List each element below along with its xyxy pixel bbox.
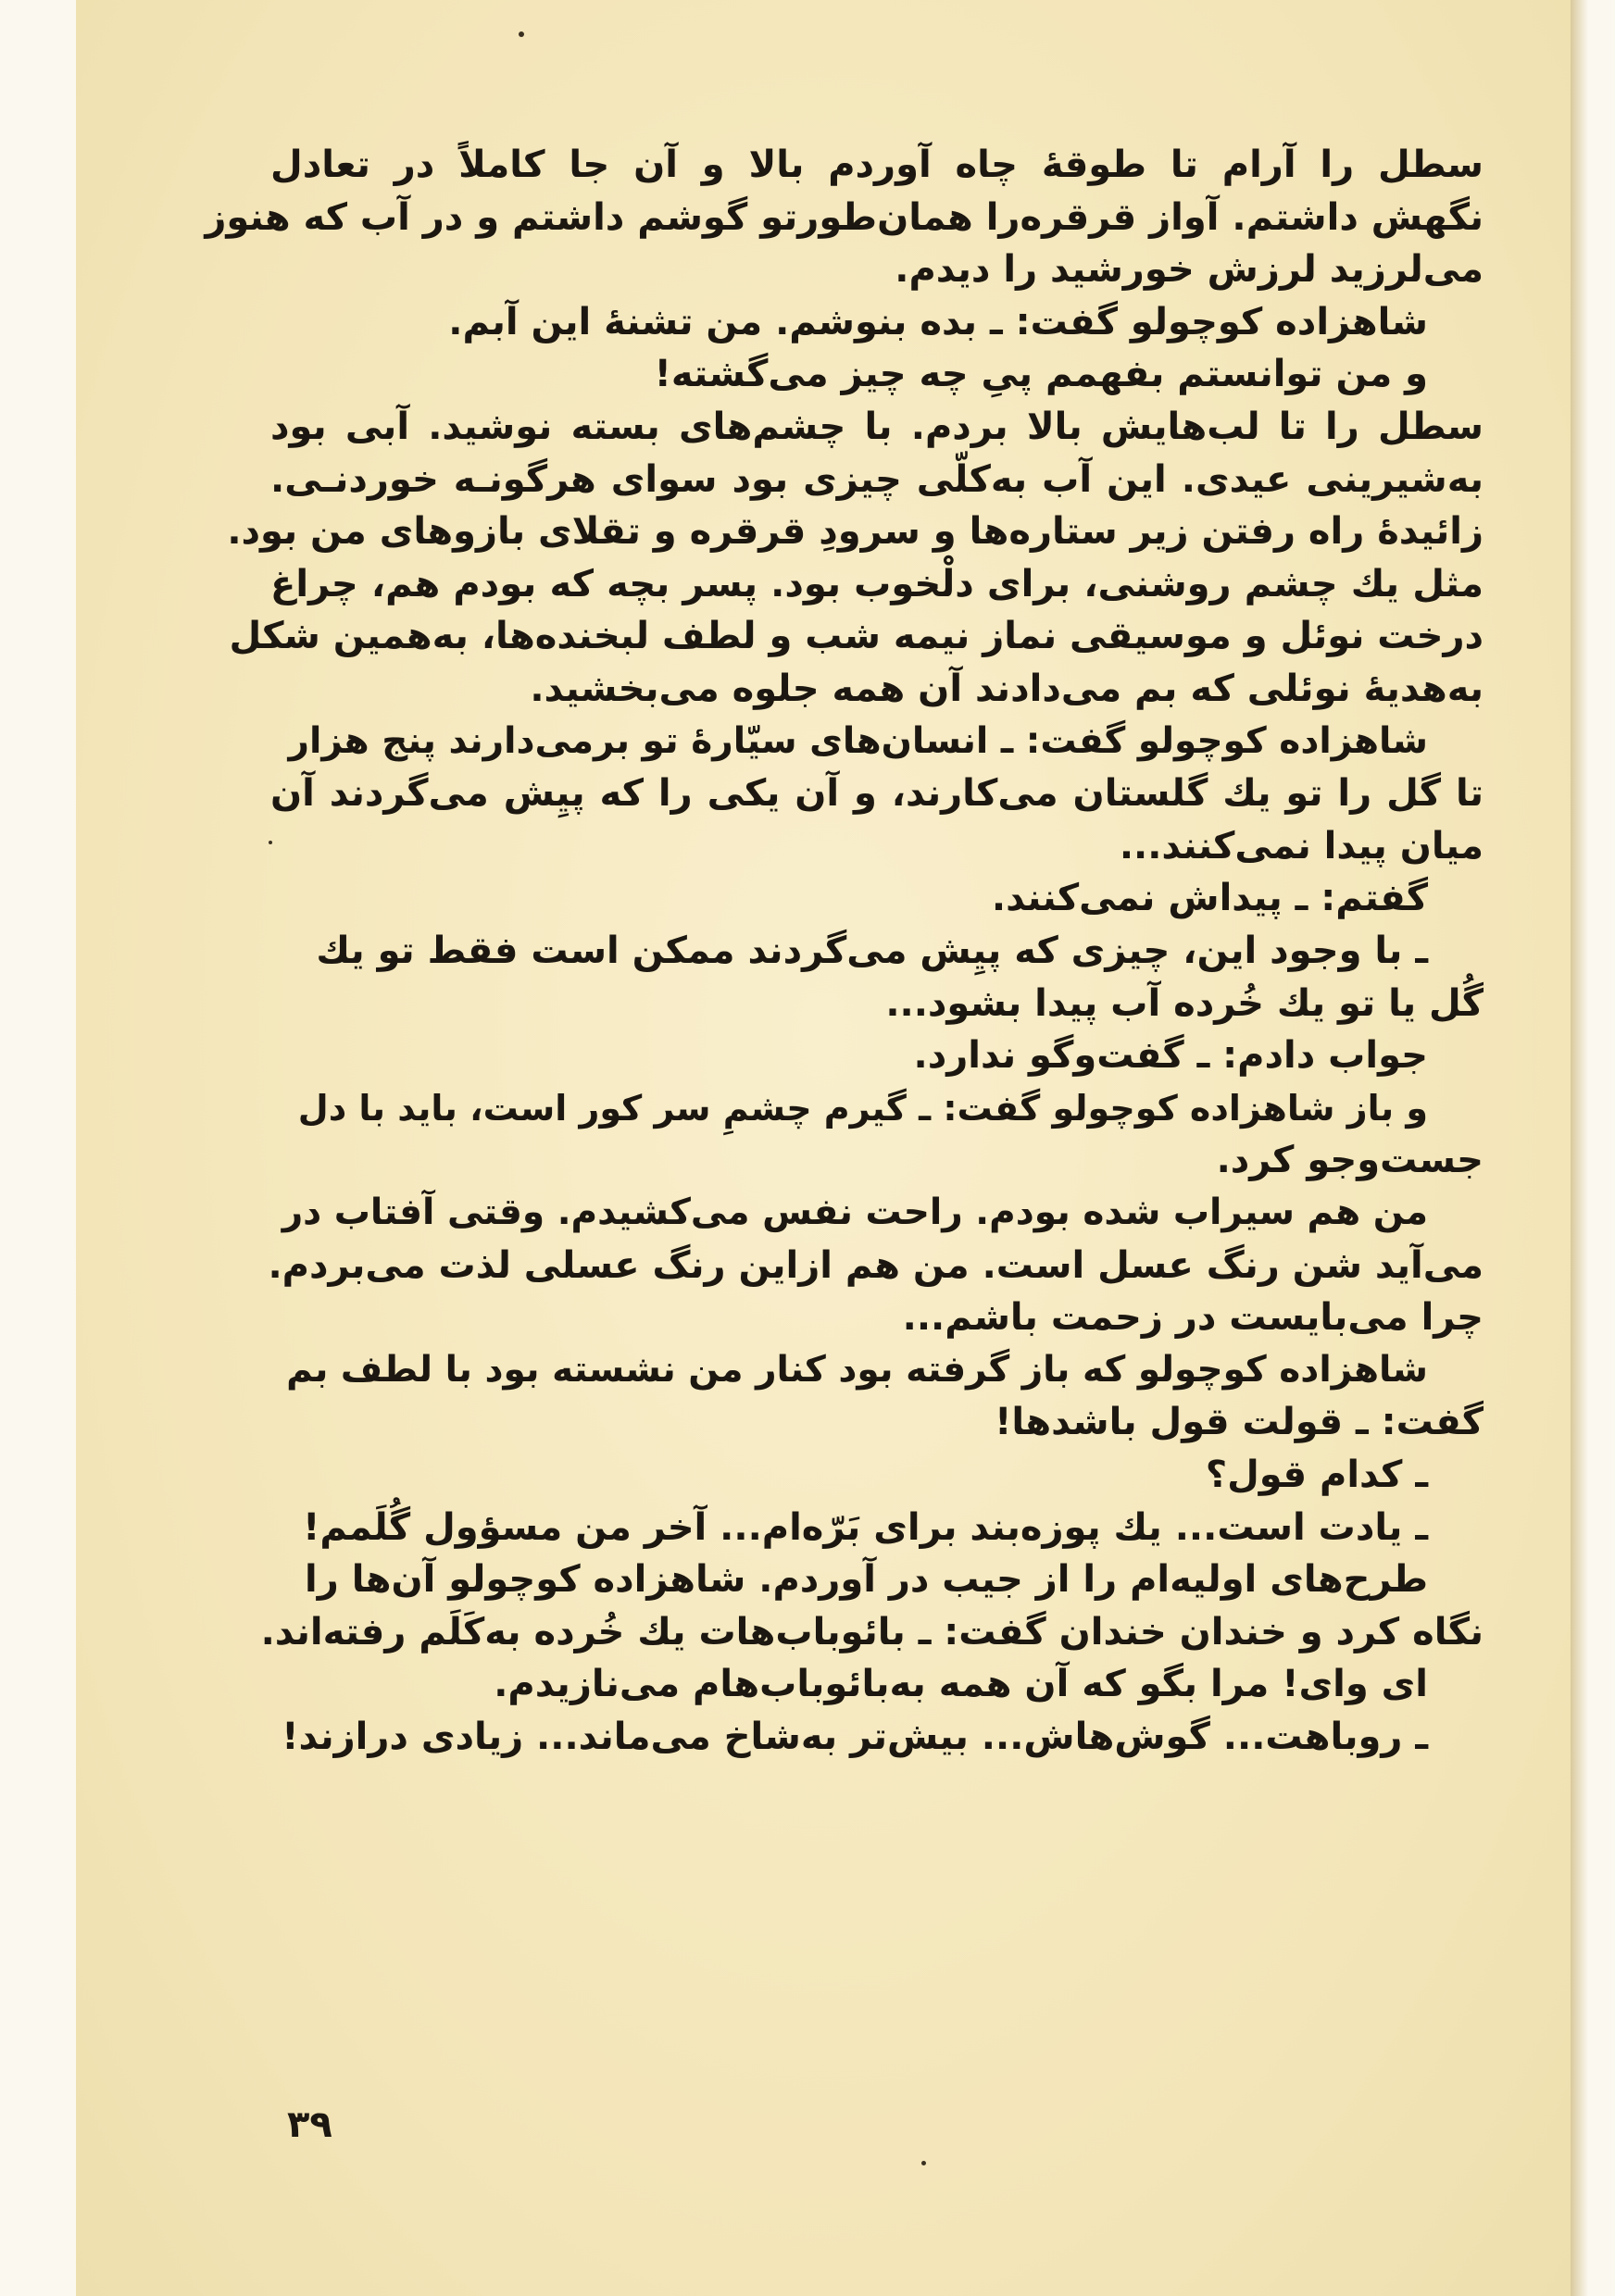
scan-margin-left (0, 0, 76, 2296)
text-line: شاهزاده کوچولو که باز گرفته بود کنار من نشسته بود با لطف بم (286, 1348, 1428, 1391)
text-line: به‌شیرینی عیدی. این آب به‌کلّی چیزی بود سوای هرگونـه خوردنـی. (270, 457, 1484, 501)
text-line: درخت نوئل و موسیقی نماز نیمه شب و لطف لبخنده‌ها، به‌همین شکل (229, 615, 1484, 658)
text-line: می‌آید شن رنگ عسل است. من هم ازاین رنگ عسلی لذت می‌بردم. (268, 1243, 1484, 1287)
text-line: تا گل را تو یك گلستان می‌کارند، و آن یکی را که پیِش می‌گردند آن (270, 772, 1484, 816)
text-line: نگهش داشتم. آواز قرقره‌را همان‌طورتو گوشم داشتم و در آب که هنوز (205, 195, 1484, 239)
text-line: چرا می‌بایست در زحمت باشم... (902, 1296, 1484, 1340)
text-line: ـ روباهت... گوش‌هاش... بیش‌تر به‌شاخ می‌ماند... زیادی درازند! (282, 1716, 1428, 1758)
text-line: و من توانستم بفهمم پیِ چه چیز می‌گشته! (654, 353, 1428, 396)
text-line: نگاه کرد و خندان خندان گفت: ـ بائوباب‌هات یك خُرده به‌کَلَم رفته‌اند. (260, 1610, 1484, 1653)
book-page (76, 0, 1571, 2296)
text-line: جواب دادم: ـ گفت‌وگو ندارد. (913, 1034, 1428, 1078)
dust-speck (519, 31, 524, 37)
dust-speck (269, 841, 272, 844)
text-line: شاهزاده کوچولو گفت: ـ بده بنوشم. من تشنهٔ این آبم. (448, 300, 1428, 343)
text-line: سطل را تا لب‌هایش بالا بردم. با چشم‌های بسته نوشید. آبی بود (270, 406, 1484, 448)
text-line: جست‌وجو کرد. (1216, 1139, 1484, 1182)
page-number: ۳۹ (287, 2103, 332, 2146)
text-line: میان پیدا نمی‌کنند... (1119, 824, 1484, 867)
text-line: من هم سیراب شده بودم. راحت نفس می‌کشیدم. وقتی آفتاب در (282, 1192, 1428, 1233)
dust-speck (921, 2161, 926, 2165)
text-line: طرح‌های اولیه‌ام را از جیب در آوردم. شاهزاده کوچولو آن‌ها را (305, 1558, 1428, 1602)
text-line: شاهزاده کوچولو گفت: ـ انسان‌های سیّارهٔ تو برمی‌دارند پنج هزار (288, 719, 1428, 762)
scan-margin-right (1571, 0, 1615, 2296)
text-line: می‌لرزید لرزش خورشید را دیدم. (895, 248, 1484, 292)
text-line: سطل را آرام تا طوقهٔ چاه آوردم بالا و آن جا کاملاً در تعادل (270, 144, 1484, 186)
text-line: زائیدهٔ راه رفتن زیر ستاره‌ها و سرودِ قرقره و تقلای بازوهای من بود. (227, 510, 1484, 554)
text-line: ـ با وجود این، چیزی که پیِش می‌گردند ممکن است فقط تو یك (316, 930, 1428, 972)
text-line: گُل یا تو یك خُرده آب پیدا بشود... (885, 981, 1484, 1025)
text-line: و باز شاهزاده کوچولو گفت: ـ گیرم چشمِ سر کور است، باید با دل (297, 1087, 1428, 1129)
text-line: به‌هدیهٔ نوئلی که بم می‌دادند آن همه جلوه می‌بخشید. (530, 668, 1484, 710)
text-line: گفتم: ـ پیداش نمی‌کنند. (991, 877, 1428, 920)
text-line: ـ یادت است... یك پوزه‌بند برای بَرّه‌ام... آخر من مسؤول گُلَمم! (303, 1505, 1428, 1549)
text-line: ـ کدام قول؟ (1205, 1454, 1428, 1496)
text-line: گفت: ـ قولت قول باشدها! (995, 1401, 1484, 1444)
text-line: مثل یك چشم روشنی، برای دلْخوب بود. پسر بچه که بودم هم، چراغ (270, 562, 1484, 605)
text-line: ای وای! مرا بگو که آن همه به‌بائوباب‌هام می‌نازیدم. (494, 1663, 1428, 1706)
